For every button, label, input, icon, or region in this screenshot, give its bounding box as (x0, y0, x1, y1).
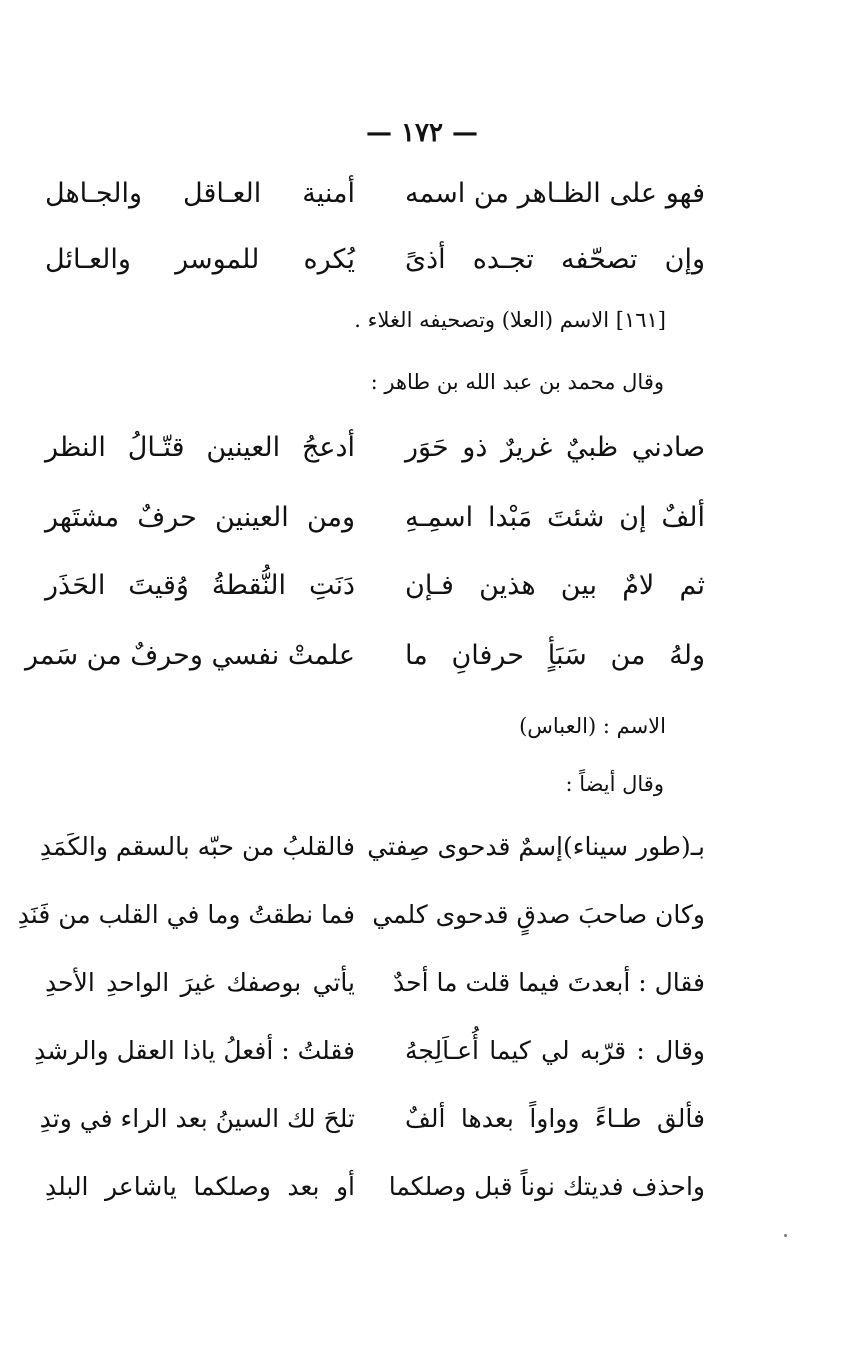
verse-line (45, 1172, 705, 1228)
verse-first-hemistich: وإن تصحّفه تجـده أذىً (405, 244, 705, 275)
verse-first-hemistich: وقال : قرّبه لي كيما أُعـاَلِجهُ (405, 1036, 705, 1065)
verse-second-hemistich: أدعجُ العينين قتّـالُ النظر (45, 432, 355, 463)
verse-first-hemistich: فهو على الظـاهر من اسمه (405, 178, 705, 209)
verse-line (34, 1036, 705, 1092)
verse-line (45, 502, 705, 558)
explanatory-note: الاسم : (العباس) (519, 714, 666, 738)
verse-line (45, 968, 705, 1024)
page-number: — ١٧٢ — (365, 118, 479, 148)
poet-introduction: وقال محمد بن عبد الله بن طاهر : (370, 370, 664, 394)
verse-first-hemistich: ثم لامٌ بين هذين فـإن (405, 570, 705, 601)
verse-first-hemistich: ولهُ من سَبَأٍ حرفانِ ما (405, 640, 705, 671)
verse-first-hemistich: فقال : أبعدتَ فيما قلت ما أحدٌ (393, 968, 705, 997)
verse-second-hemistich: فالقلبُ من حبّه بالسقم والكَمَدِ (39, 832, 355, 861)
verse-second-hemistich: أمنية العـاقل والجـاهل (45, 178, 355, 209)
scan-speck (784, 1234, 787, 1237)
verse-second-hemistich: يُكره للموسر والعـائل (45, 244, 355, 275)
verse-line (17, 900, 705, 956)
verse-first-hemistich: صادني ظبيٌ غريرٌ ذو حَوَر (405, 432, 705, 463)
verse-first-hemistich: بـ(طور سيناء)إسمٌ قدحوى صِفتي (367, 832, 705, 861)
verse-line (45, 570, 705, 626)
verse-second-hemistich: يأتي بوصفك غيرَ الواحدِ الأحدِ (45, 968, 355, 997)
verse-line (45, 178, 705, 234)
verse-second-hemistich: علمتْ نفسي وحرفٌ من سَمر (24, 640, 355, 671)
verse-second-hemistich: فقلتُ : أفعلُ ياذا العقل والرشدِ (34, 1036, 355, 1065)
verse-second-hemistich: ومن العينين حرفٌ مشتَهر (45, 502, 355, 533)
verse-line (39, 1104, 705, 1160)
verse-second-hemistich: تلحَ لك السينُ بعد الراء في وتدِ (39, 1104, 355, 1133)
verse-first-hemistich: واحذف فديتك نوناً قبل وصلكما (388, 1172, 705, 1201)
verse-line (45, 244, 705, 300)
verse-first-hemistich: ألفٌ إن شئتَ مَبْدا اسمِـهِ (405, 502, 705, 533)
poet-introduction: وقال أيضاً : (565, 772, 664, 796)
verse-line (39, 832, 705, 888)
verse-second-hemistich: فما نطقتُ وما في القلب من فَنَدِ (17, 900, 355, 929)
verse-first-hemistich: وكان صاحبَ صدقٍ قدحوى كلمي (372, 900, 705, 929)
explanatory-note: [١٦١] الاسم (العلا) وتصحيفه الغلاء . (354, 308, 666, 332)
verse-second-hemistich: دَنَتِ النُّقطةُ وُقيتَ الحَذَر (45, 570, 355, 601)
verse-line (24, 640, 705, 696)
verse-line (45, 432, 705, 488)
verse-first-hemistich: فألق طـاءً وواواً بعدها ألفٌ (405, 1104, 705, 1133)
verse-second-hemistich: أو بعد وصلكما ياشاعر البلدِ (45, 1172, 355, 1201)
